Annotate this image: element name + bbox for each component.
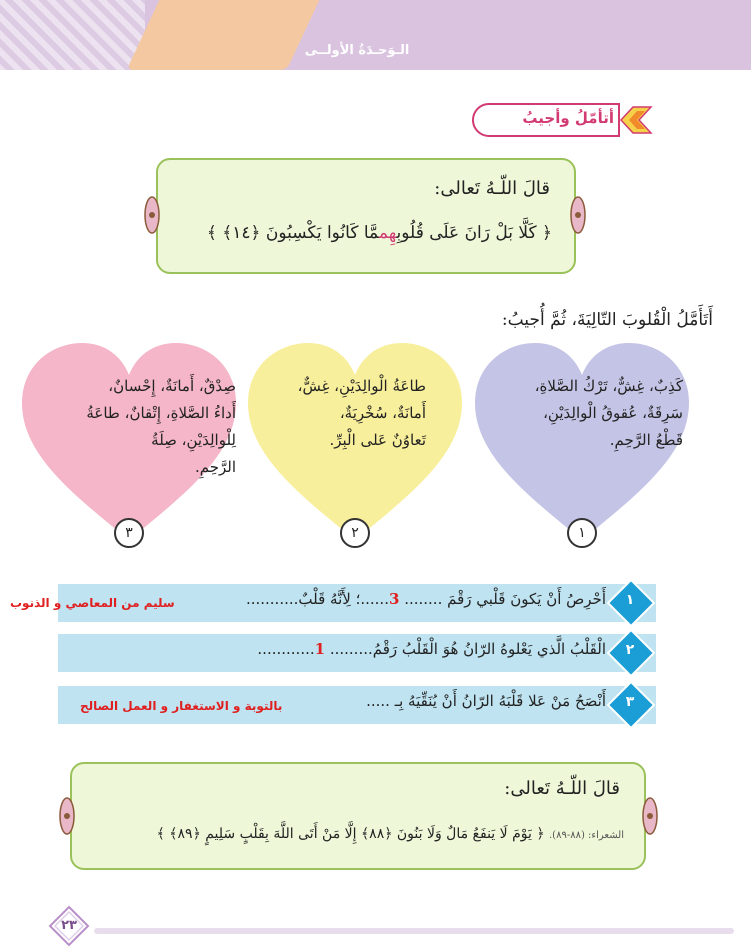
verse-intro: قالَ اللّـهُ تَعالى: xyxy=(434,178,550,199)
heart-text-1 xyxy=(535,373,683,454)
question-text-3 xyxy=(366,692,606,710)
answer-number-2[interactable]: 1 xyxy=(314,640,326,658)
heart-1-line: كَذِبٌ، غِشٌّ، تَرْكُ الصَّلاةِ، xyxy=(534,377,683,395)
ornament-left-icon-2 xyxy=(58,792,76,840)
heart-number-3: ٣ xyxy=(114,518,144,548)
question-1-part-b: ......؛ لِأَنَّهُ قَلْبٌ. xyxy=(293,590,389,608)
header-divider xyxy=(0,70,751,73)
question-2-part-b: ............ xyxy=(257,640,315,658)
ornament-right-icon xyxy=(569,191,587,239)
heart-card-1 xyxy=(467,335,697,550)
page-number: ٢٣ xyxy=(61,918,77,933)
section-tag xyxy=(472,99,622,141)
verse-part-1: ﴿ كَلَّا بَلْ رَانَ عَلَى قُلُوبِ xyxy=(396,223,552,243)
heart-card-3 xyxy=(14,335,244,550)
heart-3-line: الرَّحِمِ. xyxy=(194,458,236,476)
question-3-part-a: أَنْصَحُ مَنْ عَلا قَلْبَهُ الرّانُ أَنْ يُنَقِّيَهُ بِـ xyxy=(394,692,606,710)
question-number-1: ١ xyxy=(625,592,635,608)
unit-title: الـوَحـدَةُ الأولــى xyxy=(304,43,410,58)
heart-card-2 xyxy=(240,335,470,550)
quran-verse-box-1 xyxy=(156,158,576,274)
answer-blank-1: .......... xyxy=(245,590,294,608)
heart-3-line: لِلْوالِدَيْنِ، صِلَةُ xyxy=(151,431,236,449)
verse-text xyxy=(207,222,552,243)
heart-3-line: صِدْقٌ، أَمانَةٌ، إِحْسانٌ، xyxy=(108,377,236,395)
heart-2-line: تَعاوُنٌ عَلى الْبِرِّ. xyxy=(329,431,426,449)
heart-1-line: قَطْعُ الرَّحِمِ. xyxy=(609,431,683,449)
question-number-2: ٢ xyxy=(625,642,635,658)
heart-number-1: ١ xyxy=(567,518,597,548)
heart-3-line: أَداءُ الصَّلاةِ، إِتْقانٌ، طاعَةُ xyxy=(86,404,236,422)
question-text-2 xyxy=(257,640,606,658)
verse-text-2 xyxy=(157,826,624,842)
verse-part-2: مَّا كَانُوا يَكْسِبُونَ ﴿١٤﴾ ﴾ xyxy=(206,223,379,243)
section-tag-label: أتأمّلُ وأجيبُ xyxy=(522,109,614,127)
question-2-part-a: الْقَلْبُ الَّذي يَعْلوهُ الرّانُ هُوَ الْقَلْبُ رَقْمُ......... xyxy=(329,640,606,658)
verse-highlight: هِم xyxy=(378,223,397,243)
verse-intro-2: قالَ اللّـهُ تَعالى: xyxy=(504,778,620,799)
heart-text-3 xyxy=(86,373,236,481)
instruction-text: أَتَأَمَّلُ الْقُلوبَ التّالِيَةَ، ثُمَّ أُجيبُ: xyxy=(501,310,713,330)
ornament-left-icon xyxy=(143,191,161,239)
answer-number-1[interactable]: 3 xyxy=(388,590,400,608)
answer-text-1[interactable]: سليم من المعاصي و الذنوب xyxy=(10,596,175,610)
question-number-3: ٣ xyxy=(625,694,635,710)
heart-number-2: ٢ xyxy=(340,518,370,548)
heart-1-line: سَرِقَةٌ، عُقوقُ الْوالِدَيْنِ، xyxy=(543,404,683,422)
question-text-1 xyxy=(246,590,606,608)
heart-text-2 xyxy=(298,373,426,454)
verse-body-2: ﴿ يَوْمَ لَا يَنفَعُ مَالٌ وَلَا بَنُونَ ﴿٨٨﴾ إِلَّا مَنْ أَتَى اللَّهَ بِقَلْبٍ سَلِيمٍ ﴿٨٩﴾ ﴾ xyxy=(156,826,545,842)
question-1-part-a: أَحْرِصُ أَنْ يَكونَ قَلْبي رَقْمَ ........ xyxy=(404,590,606,608)
section-arrow-icon xyxy=(617,101,655,139)
header-pattern xyxy=(0,0,145,72)
heart-2-line: طاعَةُ الْوالِدَيْنِ، غِشٌّ، xyxy=(297,377,426,395)
heart-2-line: أَمانَةٌ، سُخْرِيَةٌ، xyxy=(339,404,426,422)
answer-blank-3: ..... xyxy=(366,692,390,710)
footer-line xyxy=(94,928,734,934)
question-row-2 xyxy=(58,634,656,672)
answer-text-3[interactable]: بالتوبة و الاستغفار و العمل الصالح xyxy=(80,699,283,713)
verse-reference: الشعراء: (٨٨-٨٩). xyxy=(548,830,624,841)
ornament-right-icon-2 xyxy=(641,792,659,840)
quran-verse-box-2 xyxy=(70,762,646,870)
